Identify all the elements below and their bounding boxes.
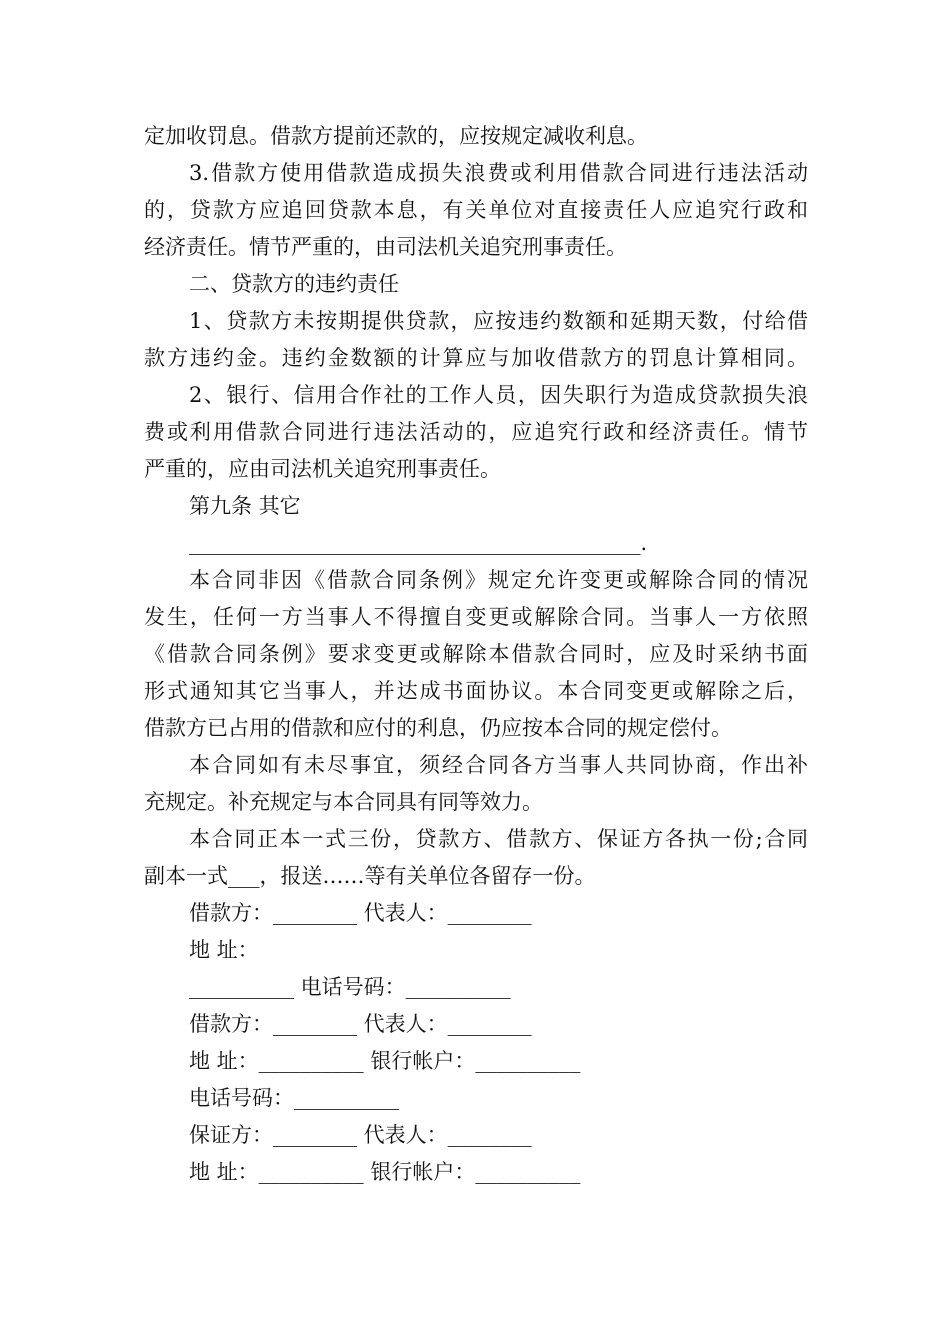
text-line: 副本一式___，报送……等有关单位各留存一份。 bbox=[144, 864, 596, 888]
text-line: 地 址：__________ 银行帐户：__________ bbox=[189, 1160, 581, 1184]
text-line: 费或利用借款合同进行违法活动的，应追究行政和经济责任。情节 bbox=[144, 420, 808, 444]
text-line: 发生，任何一方当事人不得擅自变更或解除合同。当事人一方依照 bbox=[144, 605, 808, 629]
text-line: 地 址： bbox=[189, 938, 259, 962]
text-line: 款方违约金。违约金数额的计算应与加收借款方的罚息计算相同。 bbox=[144, 346, 808, 370]
document-body bbox=[144, 118, 808, 1191]
text-line: 地 址：__________ 银行帐户：__________ bbox=[189, 1049, 581, 1073]
text-line: 第九条 其它 bbox=[189, 494, 301, 518]
text-line: 形式通知其它当事人，并达成书面协议。本合同变更或解除之后， bbox=[144, 679, 808, 703]
text-line: 经济责任。情节严重的，由司法机关追究刑事责任。 bbox=[144, 235, 627, 259]
text-line: 1、贷款方未按期提供贷款，应按违约数额和延期天数，付给借 bbox=[189, 309, 808, 333]
text-line: 3.借款方使用借款造成损失浪费或利用借款合同进行违法活动 bbox=[189, 161, 808, 185]
text-line: 二、贷款方的违约责任 bbox=[189, 272, 399, 296]
text-line: 电话号码：__________ bbox=[189, 1086, 399, 1110]
text-line: 《借款合同条例》要求变更或解除本借款合同时，应及时采纳书面 bbox=[144, 642, 808, 666]
text-line: __________ 电话号码：__________ bbox=[189, 975, 511, 999]
text-line: 保证方：________ 代表人：________ bbox=[189, 1123, 532, 1147]
text-line: 2、银行、信用合作社的工作人员，因失职行为造成贷款损失浪 bbox=[189, 383, 808, 407]
text-line: 充规定。补充规定与本合同具有同等效力。 bbox=[144, 790, 543, 814]
text-line: 本合同如有未尽事宜，须经合同各方当事人共同协商，作出补 bbox=[189, 753, 808, 777]
text-line: 定加收罚息。借款方提前还款的，应按规定减收利息。 bbox=[144, 124, 648, 148]
text-line: ___________________________________________. bbox=[189, 531, 648, 555]
text-line: 借款方已占用的借款和应付的利息，仍应按本合同的规定偿付。 bbox=[144, 716, 732, 740]
text-line: 本合同非因《借款合同条例》规定允许变更或解除合同的情况 bbox=[189, 568, 808, 592]
text-line: 借款方：________ 代表人：________ bbox=[189, 1012, 532, 1036]
text-line: 的，贷款方应追回贷款本息，有关单位对直接责任人应追究行政和 bbox=[144, 198, 808, 222]
text-line: 严重的，应由司法机关追究刑事责任。 bbox=[144, 457, 501, 481]
text-line: 借款方：________ 代表人：________ bbox=[189, 901, 532, 925]
text-line: 本合同正本一式三份，贷款方、借款方、保证方各执一份;合同 bbox=[189, 827, 808, 851]
